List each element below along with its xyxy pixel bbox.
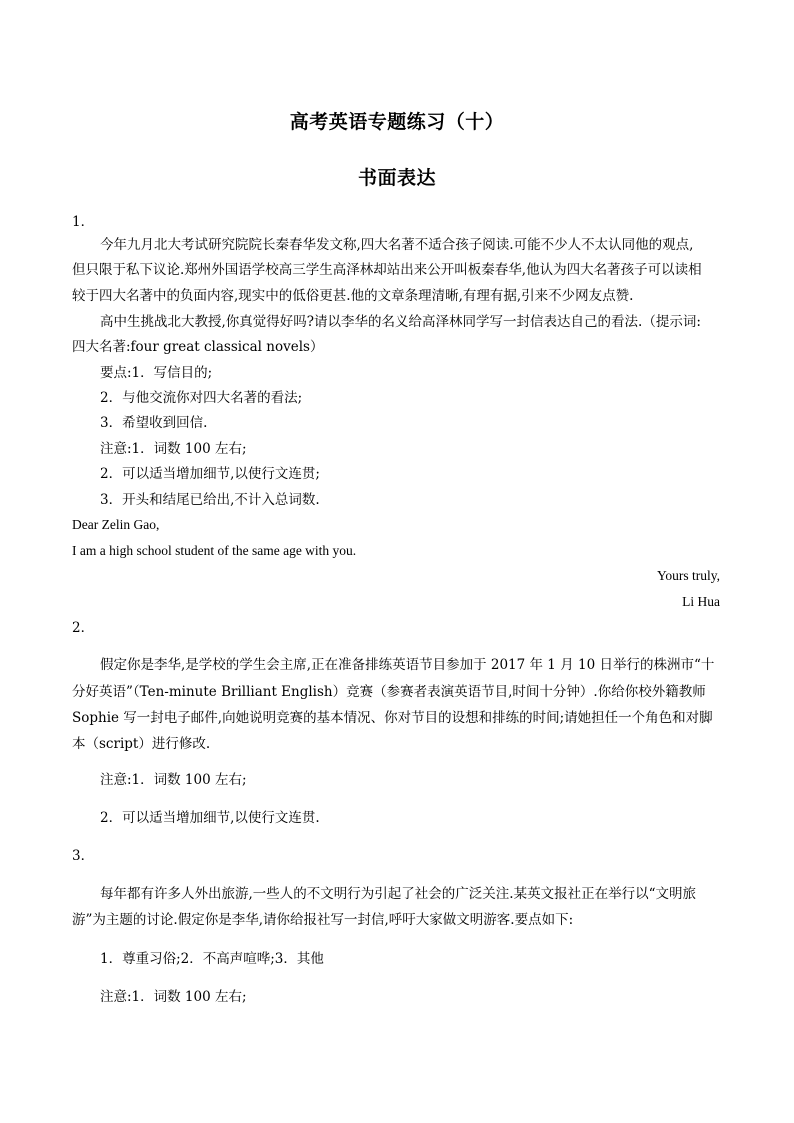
q3-paragraph-line: 游”为主题的讨论.假定你是李华,请你给报社写一封信,呼吁大家做文明游客.要点如下: — [72, 912, 574, 928]
q1-note: 2．可以适当增加细节,以使行文连贯; — [100, 466, 320, 482]
letter-closing: Yours truly, — [656, 568, 720, 583]
q1-paragraph-line: 较于四大名著中的负面内容,现实中的低俗更甚.他的文章条理清晰,有理有据,引来不少网友点赞. — [72, 288, 634, 304]
q1-note: 3．开头和结尾已给出,不计入总词数. — [100, 492, 320, 508]
q2-paragraph-line: 本（script）进行修改. — [72, 736, 211, 752]
q2-note: 注意:1．词数 100 左右; — [100, 772, 247, 788]
letter-signature: Li Hua — [682, 594, 720, 609]
q1-point: 要点:1．写信目的; — [100, 365, 213, 381]
q3-note: 注意:1．词数 100 左右; — [100, 989, 247, 1005]
question-1-number: 1． — [72, 214, 95, 230]
q3-points: 1．尊重习俗;2．不高声喧哗;3．其他 — [100, 951, 324, 967]
letter-salutation: Dear Zelin Gao, — [72, 517, 160, 532]
question-3-number: 3． — [72, 848, 95, 864]
page-title: 高考英语专题练习（十） — [289, 111, 505, 133]
letter-opening: I am a high school student of the same age with you. — [72, 543, 357, 558]
q1-paragraph-line: 四大名著:four great classical novels） — [72, 339, 324, 355]
q1-paragraph-line: 但只限于私下议论.郑州外国语学校高三学生高泽林却站出来公开叫板秦春华,他认为四大名著孩子可以读相 — [72, 262, 702, 278]
q2-paragraph-line: 假定你是李华,是学校的学生会主席,正在准备排练英语节目参加于 2017 年 1 月 10 日举行的株洲市“十 — [100, 657, 715, 673]
question-2-number: 2． — [72, 620, 95, 636]
q2-paragraph-line: Sophie 写一封电子邮件,向她说明竞赛的基本情况、你对节目的设想和排练的时间;请她担任一个角色和对脚 — [72, 710, 713, 726]
q3-paragraph-line: 每年都有许多人外出旅游,一些人的不文明行为引起了社会的广泛关注.某英文报社正在举行以“文明旅 — [100, 886, 696, 902]
page-subtitle: 书面表达 — [357, 167, 436, 189]
q2-note: 2．可以适当增加细节,以使行文连贯. — [100, 810, 320, 826]
q1-note: 注意:1．词数 100 左右; — [100, 441, 247, 457]
q1-paragraph-line: 高中生挑战北大教授,你真觉得好吗?请以李华的名义给高泽林同学写一封信表达自己的看法.（提示词: — [100, 314, 701, 330]
q1-paragraph-line: 今年九月北大考试研究院院长秦春华发文称,四大名著不适合孩子阅读.可能不少人不太认同他的观点, — [100, 237, 694, 253]
q1-point: 2．与他交流你对四大名著的看法; — [100, 390, 303, 406]
q2-paragraph-line: 分好英语”（Ten-minute Brilliant English）竞赛（参赛者表演英语节目,时间十分钟）.你给你校外籍教师 — [72, 684, 706, 700]
q1-point: 3．希望收到回信. — [100, 415, 208, 431]
